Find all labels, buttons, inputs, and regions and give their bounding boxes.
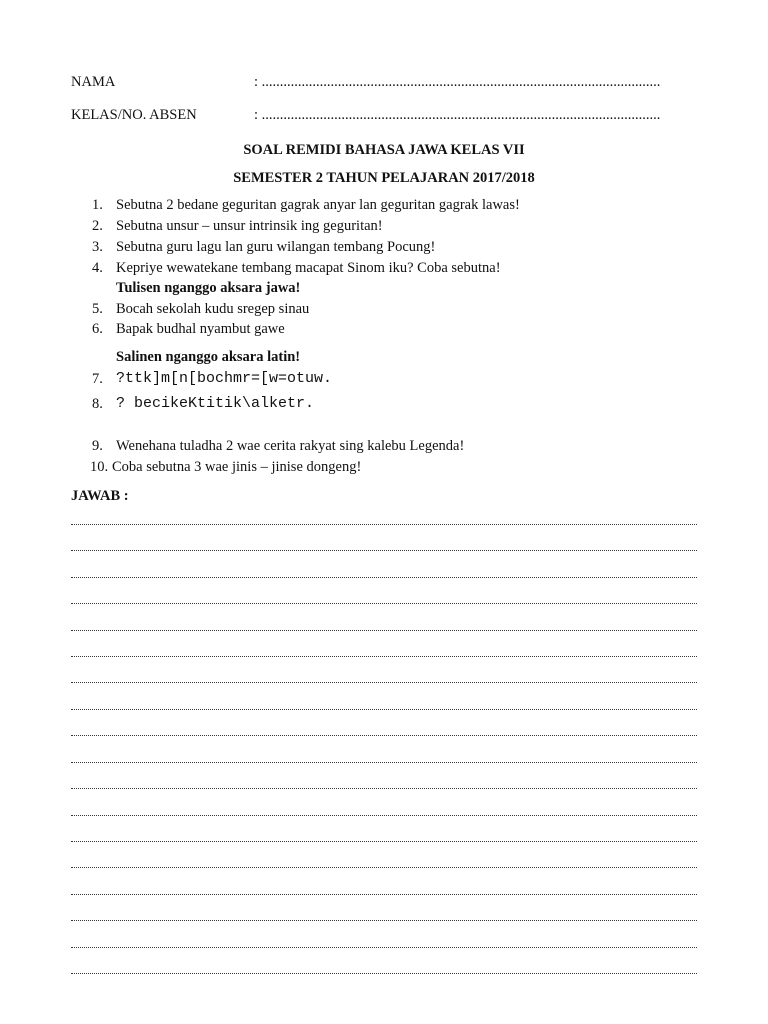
question-number: 7.	[92, 371, 103, 387]
question-number: 1.	[92, 197, 103, 213]
kelas-label: KELAS/NO. ABSEN	[71, 107, 197, 123]
question-text: Kepriye wewatekane tembang macapat Sinom iku? Coba sebutna!	[116, 260, 501, 276]
question-text: Bocah sekolah kudu sregep sinau	[116, 301, 310, 317]
nama-label: NAMA	[71, 74, 116, 90]
kelas-field: : ..............................................................................................................	[254, 107, 661, 123]
nama-row	[71, 73, 711, 91]
question-number: 9.	[92, 438, 103, 454]
answer-line[interactable]	[71, 752, 697, 763]
answer-line[interactable]	[71, 937, 697, 948]
answer-line[interactable]	[71, 778, 697, 789]
answer-line[interactable]	[71, 857, 697, 868]
section-heading-aksara-jawa: Tulisen nganggo aksara jawa!	[116, 280, 301, 296]
question-text: Sebutna guru lagu lan guru wilangan tembang Pocung!	[116, 239, 436, 255]
answer-line[interactable]	[71, 620, 697, 631]
question-number: 6.	[92, 321, 103, 337]
answer-heading: JAWAB :	[71, 488, 129, 504]
question-number: 10.	[90, 459, 109, 475]
section-heading-aksara-latin: Salinen nganggo aksara latin!	[116, 349, 301, 365]
answer-line[interactable]	[71, 672, 697, 683]
nama-field: : ..............................................................................................................	[254, 74, 661, 90]
question-number: 4.	[92, 260, 103, 276]
question-number: 5.	[92, 301, 103, 317]
question-text: Wenehana tuladha 2 wae cerita rakyat sing kalebu Legenda!	[116, 438, 465, 454]
answer-line[interactable]	[71, 514, 697, 525]
page-title: SOAL REMIDI BAHASA JAWA KELAS VII	[243, 142, 525, 158]
answer-line[interactable]	[71, 831, 697, 842]
question-text-aksara: ? becikeKtitik\alketr.	[116, 395, 315, 412]
answer-line[interactable]	[71, 805, 697, 816]
page-subtitle: SEMESTER 2 TAHUN PELAJARAN 2017/2018	[233, 170, 535, 186]
answer-line[interactable]	[71, 963, 697, 974]
question-number: 8.	[92, 396, 103, 412]
answer-line[interactable]	[71, 725, 697, 736]
question-text: Bapak budhal nyambut gawe	[116, 321, 285, 337]
question-text: Sebutna unsur – unsur intrinsik ing geguritan!	[116, 218, 383, 234]
question-number: 2.	[92, 218, 103, 234]
answer-line[interactable]	[71, 593, 697, 604]
question-number: 3.	[92, 239, 103, 255]
answer-line[interactable]	[71, 646, 697, 657]
question-text: Sebutna 2 bedane geguritan gagrak anyar lan geguritan gagrak lawas!	[116, 197, 520, 213]
question-text-aksara: ?ttk]m[n[bochmr=[w=otuw.	[116, 370, 333, 387]
question-text: Coba sebutna 3 wae jinis – jinise dongeng!	[112, 459, 362, 475]
answer-line[interactable]	[71, 540, 697, 551]
answer-line[interactable]	[71, 910, 697, 921]
kelas-row	[71, 106, 711, 124]
answer-line[interactable]	[71, 699, 697, 710]
answer-line[interactable]	[71, 567, 697, 578]
answer-line[interactable]	[71, 884, 697, 895]
